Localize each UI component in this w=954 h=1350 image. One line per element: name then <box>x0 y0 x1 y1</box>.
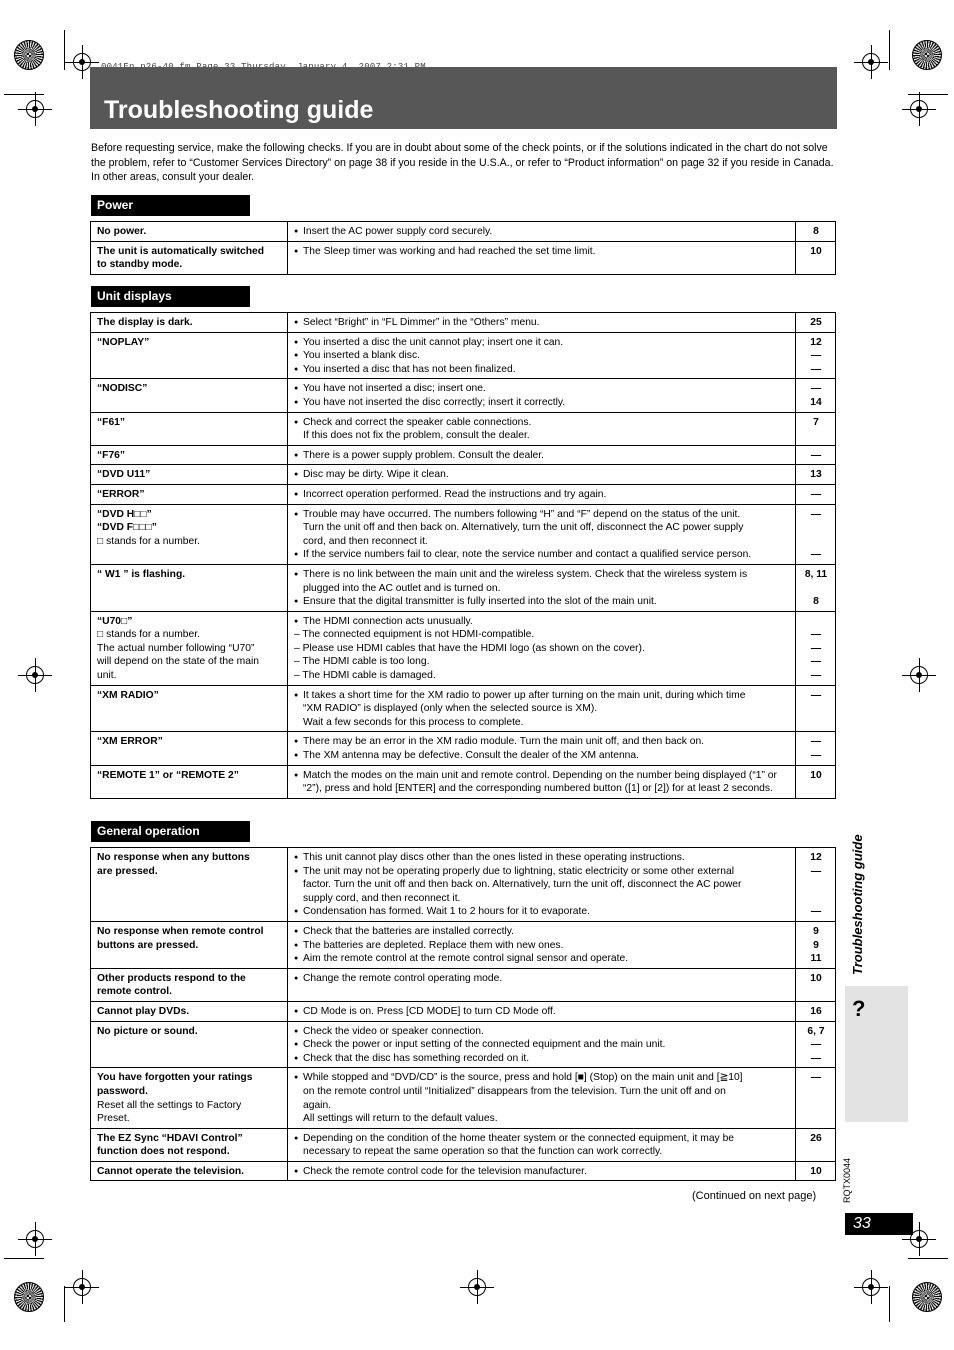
solution-cell <box>288 332 796 379</box>
table-row <box>91 1161 836 1181</box>
table-row <box>91 465 836 485</box>
page-ref: 12 <box>810 336 822 348</box>
registration-sunburst-bottom-left <box>14 1282 44 1312</box>
solution-text: ● While stopped and “DVD/CD” is the source, press and hold [■] (Stop) on the main unit and [≧10] <box>294 1071 790 1085</box>
page-ref-cell <box>796 968 836 1001</box>
problem-text: “F76” <box>97 449 126 461</box>
solution-cell <box>288 564 796 611</box>
page-ref-cell <box>796 222 836 242</box>
table-row <box>91 1068 836 1128</box>
solution-text: cord, and then reconnect it. <box>303 535 428 547</box>
page-ref: — <box>810 350 822 362</box>
page-ref: 11 <box>810 953 822 965</box>
page-ref-cell <box>796 504 836 564</box>
page-ref <box>802 535 830 549</box>
general-operation-table <box>90 847 836 1181</box>
solution-text: necessary to repeat the same operation so that the function can work correctly. <box>303 1146 663 1158</box>
solution-text: ● Trouble may have occurred. The numbers following “H” and “F” depend on the status of the unit. <box>294 508 790 522</box>
page-ref-cell <box>796 1021 836 1068</box>
registration-mark <box>862 1278 880 1296</box>
solution-text: ● Check the video or speaker connection. <box>294 1025 790 1039</box>
solution-text: ● The batteries are depleted. Replace them with new ones. <box>294 939 790 953</box>
page-ref-cell <box>796 1161 836 1181</box>
page-ref: — <box>810 508 822 520</box>
problem-cell <box>91 504 288 564</box>
solution-text: ● Check that the batteries are installed correctly. <box>294 925 790 939</box>
problem-text: “DVD H□□” <box>97 508 152 520</box>
problem-text: “REMOTE 1” or “REMOTE 2” <box>97 769 239 781</box>
problem-cell <box>91 611 288 685</box>
problem-cell <box>91 484 288 504</box>
problem-text: “U70□” <box>97 615 133 627</box>
registration-mark <box>26 1230 44 1248</box>
problem-cell <box>91 1001 288 1021</box>
solution-text: ● Insert the AC power supply cord securely. <box>294 225 790 239</box>
solution-text: ● Depending on the condition of the home theater system or the connected equipment, it may be <box>294 1132 790 1146</box>
table-row <box>91 332 836 379</box>
problem-note: □ stands for a number. <box>97 629 200 641</box>
solution-text: ● Aim the remote control at the remote control signal sensor and operate. <box>294 952 790 966</box>
page-ref: 8, 11 <box>804 568 828 580</box>
solution-text: ● The HDMI connection acts unusually. <box>294 615 790 629</box>
page-ref-cell <box>796 1001 836 1021</box>
page-ref: 13 <box>810 469 822 481</box>
registration-mark <box>468 1278 486 1296</box>
solution-text: on the remote control until “Initialized” disappears from the television. Turn the unit off and on <box>303 1085 726 1097</box>
solution-cell <box>288 412 796 445</box>
table-row <box>91 968 836 1001</box>
solution-text: ● The XM antenna may be defective. Consult the dealer of the XM antenna. <box>294 749 790 763</box>
problem-text: “NODISC” <box>97 383 148 395</box>
page-ref: — <box>810 1039 822 1051</box>
question-head-icon: ? <box>852 996 866 1021</box>
table-row <box>91 1001 836 1021</box>
table-row <box>91 1128 836 1161</box>
solution-text: – The HDMI cable is damaged. <box>294 670 436 682</box>
crop-line <box>889 1286 890 1322</box>
solution-text: ● Change the remote control operating mode. <box>294 972 790 986</box>
solution-text: ● You inserted a blank disc. <box>294 349 790 363</box>
page-ref-cell <box>796 332 836 379</box>
problem-text: “NOPLAY” <box>97 336 150 348</box>
page-ref: — <box>810 906 822 918</box>
solution-text: ● This unit cannot play discs other than the ones listed in these operating instructions. <box>294 851 790 865</box>
section-heading-general-operation: General operation <box>91 821 250 842</box>
problem-text: “DVD F□□□” <box>97 522 157 534</box>
page-ref: — <box>810 1052 822 1064</box>
solution-cell <box>288 445 796 465</box>
problem-note: Preset. <box>97 1113 130 1125</box>
solution-cell <box>288 465 796 485</box>
table-row <box>91 484 836 504</box>
problem-text: “XM ERROR” <box>97 736 163 748</box>
table-row <box>91 848 836 922</box>
problem-cell <box>91 848 288 922</box>
problem-text: No response when remote control <box>97 925 264 937</box>
problem-cell <box>91 732 288 765</box>
solution-text: ● Match the modes on the main unit and remote control. Depending on the number being displayed (“1” or <box>294 769 790 783</box>
page-ref: 10 <box>810 1165 822 1177</box>
problem-cell <box>91 313 288 333</box>
page-ref <box>802 615 830 629</box>
page-ref: 7 <box>813 416 819 428</box>
page-ref-cell <box>796 465 836 485</box>
page-ref: — <box>810 629 822 641</box>
crop-line <box>64 1286 65 1322</box>
solution-text: – The HDMI cable is too long. <box>294 656 430 668</box>
registration-sunburst-top-right <box>912 40 942 70</box>
unit-displays-table <box>90 312 836 799</box>
solution-text: ● The Sleep timer was working and had reached the set time limit. <box>294 245 790 259</box>
registration-mark <box>73 53 91 71</box>
crop-line <box>889 30 890 70</box>
registration-sunburst-top-left <box>14 40 44 70</box>
solution-text: ● There is a power supply problem. Consult the dealer. <box>294 449 790 463</box>
table-row <box>91 685 836 732</box>
problem-text: password. <box>97 1085 148 1097</box>
page-ref: — <box>810 656 822 668</box>
page-ref <box>802 878 830 892</box>
problem-cell <box>91 222 288 242</box>
page-ref: — <box>810 750 822 762</box>
problem-text: to standby mode. <box>97 259 183 271</box>
solution-cell <box>288 379 796 412</box>
solution-text: ● Incorrect operation performed. Read the instructions and try again. <box>294 488 790 502</box>
table-row <box>91 222 836 242</box>
solution-cell <box>288 1161 796 1181</box>
table-row <box>91 921 836 968</box>
solution-text: ● Select “Bright” in “FL Dimmer” in the “Others” menu. <box>294 316 790 330</box>
problem-text: “ERROR” <box>97 488 145 500</box>
problem-note: will depend on the state of the main <box>97 656 259 668</box>
page-ref: 12 <box>810 852 822 863</box>
solution-text: ● The unit may not be operating properly due to lightning, static electricity or some other external <box>294 865 790 879</box>
page-ref: — <box>810 736 822 748</box>
problem-cell <box>91 564 288 611</box>
registration-mark <box>73 1278 91 1296</box>
solution-cell <box>288 504 796 564</box>
crop-line <box>64 30 65 70</box>
page-ref: 9 <box>813 925 819 937</box>
registration-mark <box>862 53 880 71</box>
solution-text: ● You have not inserted a disc; insert one. <box>294 382 790 396</box>
solution-text: If this does not fix the problem, consult the dealer. <box>303 430 530 442</box>
page-ref: 25 <box>810 317 822 328</box>
page-ref: — <box>810 449 822 461</box>
problem-cell <box>91 1128 288 1161</box>
solution-text: ● Check the power or input setting of the connected equipment and the main unit. <box>294 1038 790 1052</box>
crop-line <box>4 94 44 95</box>
problem-cell <box>91 412 288 445</box>
page-ref <box>802 892 830 906</box>
solution-cell <box>288 611 796 685</box>
problem-note: Reset all the settings to Factory <box>97 1099 242 1111</box>
problem-cell <box>91 241 288 274</box>
problem-text: remote control. <box>97 986 172 998</box>
page-ref-cell <box>796 313 836 333</box>
solution-cell <box>288 313 796 333</box>
problem-cell <box>91 685 288 732</box>
page-ref <box>802 521 830 535</box>
page-ref: 10 <box>810 769 822 781</box>
registration-mark <box>26 666 44 684</box>
crop-line <box>908 1258 948 1259</box>
page-ref-cell <box>796 921 836 968</box>
problem-text: Cannot operate the television. <box>97 1165 245 1177</box>
solution-text: ● There may be an error in the XM radio module. Turn the main unit off, and then back on. <box>294 735 790 749</box>
solution-text: ● If the service numbers fail to clear, note the service number and contact a qualified service person. <box>294 548 790 562</box>
page-ref-cell <box>796 611 836 685</box>
page-ref: — <box>810 865 822 877</box>
page-number: 33 <box>845 1213 913 1235</box>
table-row <box>91 504 836 564</box>
problem-text: function does not respond. <box>97 1146 230 1158</box>
page-ref-cell <box>796 685 836 732</box>
solution-text: Turn the unit off and then back on. Alternatively, turn the unit off, disconnect the AC power supply <box>303 522 744 534</box>
solution-text: ● CD Mode is on. Press [CD MODE] to turn CD Mode off. <box>294 1005 790 1019</box>
page-title: Troubleshooting guide <box>104 96 374 124</box>
page-ref: 14 <box>810 396 822 408</box>
solution-cell <box>288 1068 796 1128</box>
page-ref-cell <box>796 241 836 274</box>
problem-text: You have forgotten your ratings <box>97 1072 253 1084</box>
problem-text: No response when any buttons <box>97 852 250 863</box>
solution-cell <box>288 765 796 798</box>
solution-text: ● Ensure that the digital transmitter is fully inserted into the slot of the main unit. <box>294 595 790 609</box>
crop-line <box>4 1258 44 1259</box>
page-ref: 26 <box>810 1132 822 1144</box>
page-ref-cell <box>796 732 836 765</box>
problem-text: The EZ Sync “HDAVI Control” <box>97 1132 243 1144</box>
problem-text: The display is dark. <box>97 317 193 328</box>
solution-cell <box>288 732 796 765</box>
page-ref-cell <box>796 1068 836 1128</box>
problem-note: unit. <box>97 670 117 682</box>
page-ref-cell <box>796 848 836 922</box>
problem-cell <box>91 921 288 968</box>
solution-text: – Please use HDMI cables that have the HDMI logo (as shown on the cover). <box>294 642 645 654</box>
table-row <box>91 313 836 333</box>
page-ref: — <box>810 383 822 395</box>
table-row <box>91 732 836 765</box>
page-ref: — <box>810 363 822 375</box>
solution-text: – The connected equipment is not HDMI-compatible. <box>294 629 535 641</box>
problem-text: are pressed. <box>97 865 158 877</box>
solution-cell <box>288 685 796 732</box>
page-ref-cell <box>796 412 836 445</box>
page-ref <box>802 582 830 596</box>
page-ref: — <box>810 488 822 500</box>
page-ref: — <box>810 549 822 561</box>
table-row <box>91 1021 836 1068</box>
problem-text: Other products respond to the <box>97 972 246 984</box>
table-row <box>91 765 836 798</box>
page-ref: 16 <box>810 1005 822 1017</box>
crop-line <box>908 94 948 95</box>
page-ref: 10 <box>810 972 822 984</box>
problem-cell <box>91 379 288 412</box>
solution-text: Wait a few seconds for this process to complete. <box>303 716 524 728</box>
problem-text: “F61” <box>97 416 126 428</box>
solution-cell <box>288 1001 796 1021</box>
solution-text: ● Check and correct the speaker cable connections. <box>294 416 790 430</box>
page-ref: 10 <box>810 245 822 257</box>
doc-code: RQTX0044 <box>842 1157 852 1203</box>
registration-sunburst-bottom-right <box>912 1282 942 1312</box>
solution-text: plugged into the AC outlet and is turned on. <box>303 582 501 594</box>
solution-cell <box>288 968 796 1001</box>
problem-cell <box>91 465 288 485</box>
table-row <box>91 241 836 274</box>
solution-text: ● You have not inserted the disc correctly; insert it correctly. <box>294 396 790 410</box>
problem-text: No picture or sound. <box>97 1025 198 1037</box>
page-ref: 8 <box>813 226 819 237</box>
solution-text: ● Condensation has formed. Wait 1 to 2 hours for it to evaporate. <box>294 905 790 919</box>
solution-cell <box>288 848 796 922</box>
solution-text: “2”), press and hold [ENTER] and the corresponding numbered button ([1] or [2]) for at least 2 seconds. <box>303 783 773 795</box>
page-ref: — <box>810 670 822 682</box>
page-ref-cell <box>796 765 836 798</box>
page-ref: 8 <box>813 596 819 608</box>
solution-cell <box>288 241 796 274</box>
page-ref: 6, 7 <box>807 1025 825 1037</box>
page-ref: — <box>810 642 822 654</box>
registration-mark <box>910 100 928 118</box>
solution-text: ● It takes a short time for the XM radio to power up after turning on the main unit, during which time <box>294 689 790 703</box>
sidebar-label: Troubleshooting guide <box>850 834 865 975</box>
problem-text: “XM RADIO” <box>97 689 159 701</box>
page-ref: — <box>810 1072 822 1084</box>
problem-cell <box>91 445 288 465</box>
problem-text: Cannot play DVDs. <box>97 1005 190 1017</box>
page-ref-cell <box>796 445 836 465</box>
table-row <box>91 611 836 685</box>
solution-cell <box>288 1128 796 1161</box>
problem-cell <box>91 968 288 1001</box>
registration-mark <box>910 666 928 684</box>
title-bar <box>90 67 837 129</box>
solution-cell <box>288 921 796 968</box>
table-row <box>91 445 836 465</box>
continued-note: (Continued on next page) <box>692 1190 817 1202</box>
problem-cell <box>91 765 288 798</box>
solution-text: “XM RADIO” is displayed (only when the selected source is XM). <box>303 703 598 715</box>
section-heading-power: Power <box>91 195 250 216</box>
table-row <box>91 379 836 412</box>
solution-text: ● You inserted a disc the unit cannot play; insert one it can. <box>294 336 790 350</box>
problem-note: □ stands for a number. <box>97 535 200 547</box>
solution-text: All settings will return to the default values. <box>303 1113 498 1125</box>
section-heading-unit-displays: Unit displays <box>91 286 250 307</box>
problem-text: buttons are pressed. <box>97 939 199 951</box>
solution-text: ● You inserted a disc that has not been finalized. <box>294 363 790 377</box>
solution-cell <box>288 1021 796 1068</box>
problem-cell <box>91 1161 288 1181</box>
solution-text: ● There is no link between the main unit and the wireless system. Check that the wireless system is <box>294 568 790 582</box>
problem-text: “DVD U11” <box>97 469 151 481</box>
registration-mark <box>26 100 44 118</box>
page-ref-cell <box>796 379 836 412</box>
solution-cell <box>288 484 796 504</box>
solution-text: factor. Turn the unit off and then back on. Alternatively, turn the unit off, disconnect the AC power <box>303 879 742 891</box>
solution-cell <box>288 222 796 242</box>
problem-note: The actual number following “U70” <box>97 642 255 654</box>
problem-text: The unit is automatically switched <box>97 245 265 257</box>
page-ref-cell <box>796 564 836 611</box>
problem-cell <box>91 1068 288 1128</box>
table-row <box>91 564 836 611</box>
problem-text: “ W1 ” is flashing. <box>97 568 186 580</box>
solution-text: ● Disc may be dirty. Wipe it clean. <box>294 468 790 482</box>
problem-cell <box>91 1021 288 1068</box>
intro-paragraph: Before requesting service, make the following checks. If you are in doubt about some of the check points, or if the solutions indicated in the chart do not solve the problem, refer to “Customer Services Directory” on page 38 if you reside in the U.S.A., or refer to “Product information” on page 32 if you reside in Canada. In other areas, consult your dealer. <box>91 142 834 183</box>
solution-text: supply cord, and then reconnect it. <box>303 892 461 904</box>
page-ref-cell <box>796 1128 836 1161</box>
problem-text: No power. <box>97 226 147 237</box>
solution-text: again. <box>303 1099 332 1111</box>
page-ref: 9 <box>813 939 819 951</box>
page-ref: — <box>810 689 822 701</box>
solution-text: ● Check that the disc has something recorded on it. <box>294 1052 790 1066</box>
solution-text: ● Check the remote control code for the television manufacturer. <box>294 1165 790 1179</box>
table-row <box>91 412 836 445</box>
power-table <box>90 221 836 275</box>
page-ref-cell <box>796 484 836 504</box>
problem-cell <box>91 332 288 379</box>
